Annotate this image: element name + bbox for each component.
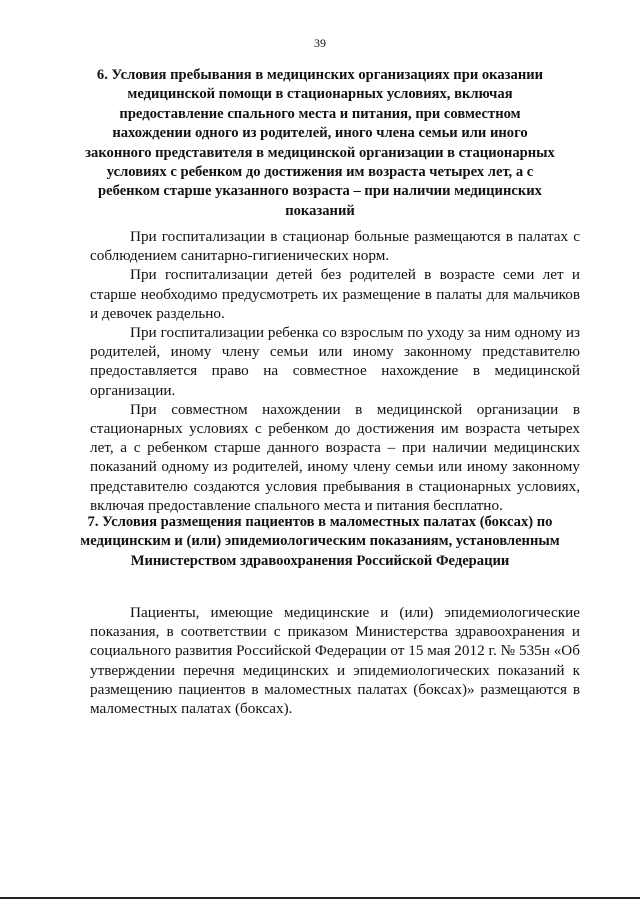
section-6-paragraph-4: При совместном нахождении в медицинской организации в стационарных условиях с ребенком до достижения им возраста четырех лет, а с ребенком старше данного возраста – при наличии медицинских показаний одному из родителей, иному члену семьи или иному законному представителю создаются условия пребывания в стационарных условиях, включая предоставление спального места и питания бесплатно.	[90, 400, 580, 514]
section-7-paragraph-1: Пациенты, имеющие медицинские и (или) эпидемиологические показания, в соответствии с приказом Министерства здравоохранения и социального развития Российской Федерации от 15 мая 2012 г. № 535н «Об утверждении перечня медицинских и эпидемиологических показаний к размещению пациентов в маломестных палатах (боксах)» размещаются в маломестных палатах (боксах).	[90, 604, 580, 718]
page-bottom-edge	[0, 897, 640, 899]
section-6-heading: 6. Условия пребывания в медицинских организациях при оказании медицинской помощи в стационарных условиях, включая предоставление спального места и питания, при совместном нахождении одного из родителей, иного члена семьи или иного законного представителя в медицинской организации в стационарных условиях с ребенком до достижения им возраста четырех лет, а с ребенком старше указанного возраста – при наличии медицинских показаний	[85, 67, 555, 219]
section-6-paragraph-1: При госпитализации в стационар больные размещаются в палатах с соблюдением санитарно-гигиенических норм.	[90, 228, 580, 265]
page-number: 39	[314, 36, 326, 50]
section-6-paragraph-3: При госпитализации ребенка со взрослым по уходу за ним одному из родителей, иному члену семьи или иному законному представителю предоставляется право на совместное нахождение в медицинской организации.	[90, 324, 580, 399]
section-6-paragraph-2: При госпитализации детей без родителей в возрасте семи лет и старше необходимо предусмотреть их размещение в палаты для мальчиков и девочек раздельно.	[90, 266, 580, 322]
section-6-body	[90, 227, 580, 515]
section-7-heading: 7. Условия размещения пациентов в маломестных палатах (боксах) по медицинским и (или) эпидемиологическим показаниям, установленным Министерством здравоохранения Российской Федерации	[80, 514, 560, 569]
section-7-body	[90, 603, 580, 718]
